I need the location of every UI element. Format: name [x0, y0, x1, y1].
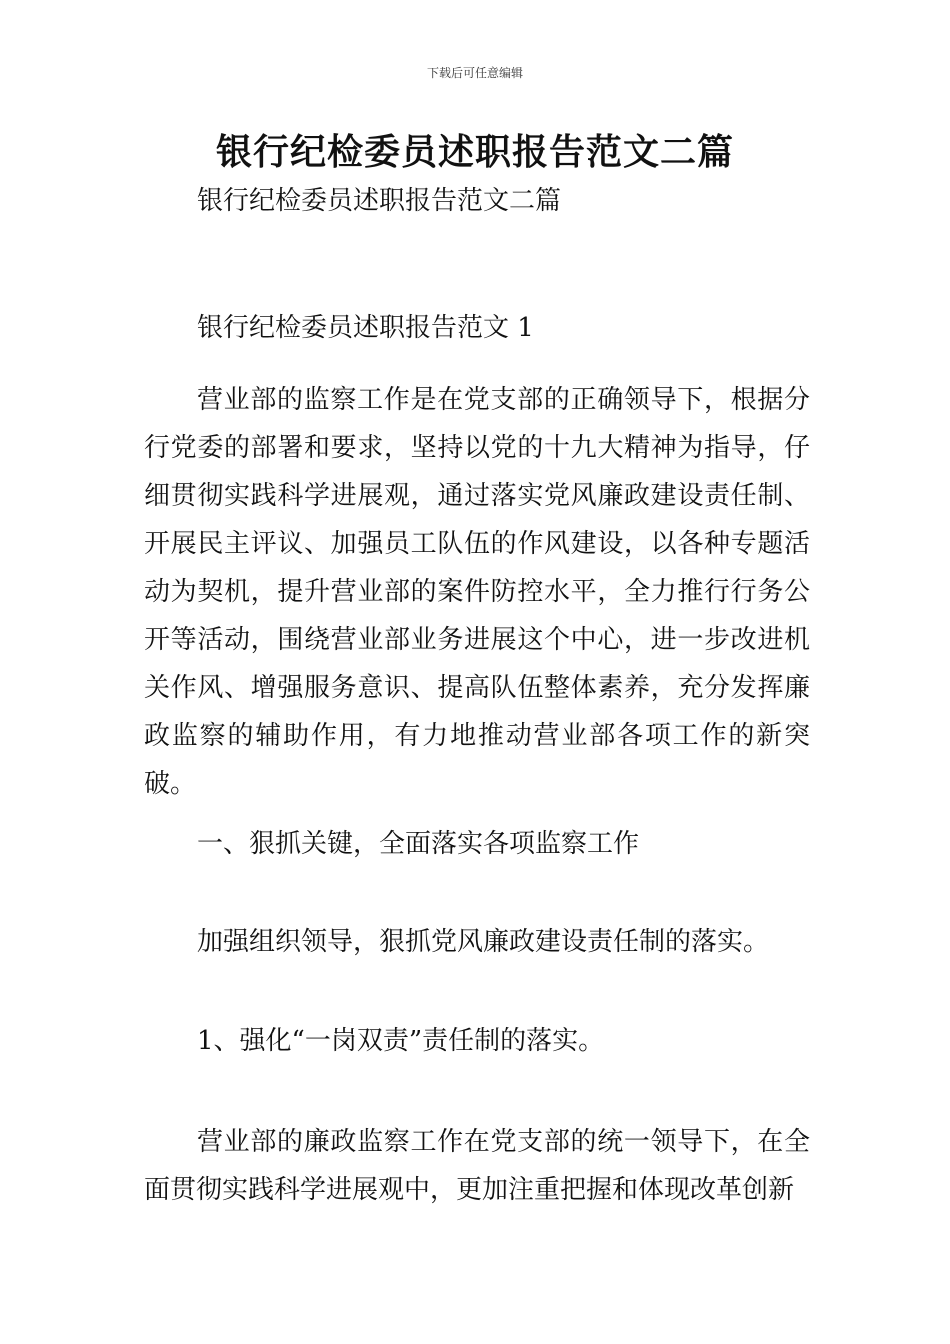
header-note: 下载后可任意编辑 [426, 66, 523, 80]
section-heading-1: 一、狠抓关键，全面落实各项监察工作 [197, 829, 640, 859]
document-subtitle: 银行纪检委员述职报告范文二篇 [197, 186, 562, 216]
report-heading-1: 银行纪检委员述职报告范文 1 [197, 313, 534, 343]
document-title: 银行纪检委员述职报告范文二篇 [215, 132, 734, 173]
list-item-1: 1、强化“一岗双责”责任制的落实。 [197, 1026, 605, 1056]
intro-paragraph: 营业部的监察工作是在党支部的正确领导下，根据分行党委的部署和要求，坚持以党的十九大精神为指导，仔细贯彻实践科学进展观，通过落实党风廉政建设责任制、开展民主评议、加强员工队伍的作风建设，以各种专题活动为契机，提升营业部的案件防控水平，全力推行行务公开等活动，围绕营业部业务进展这个中心，进一步改进机关作风、增强服务意识、提高队伍整体素养，充分发挥廉政监察的辅助作用，有力地推动营业部各项工作的新突破。 [144, 385, 810, 799]
body-paragraph-2: 营业部的廉政监察工作在党支部的统一领导下，在全面贯彻实践科学进展观中，更加注重把握和体现改革创新 [144, 1127, 810, 1205]
strengthen-paragraph: 加强组织领导，狠抓党风廉政建设责任制的落实。 [197, 927, 770, 957]
